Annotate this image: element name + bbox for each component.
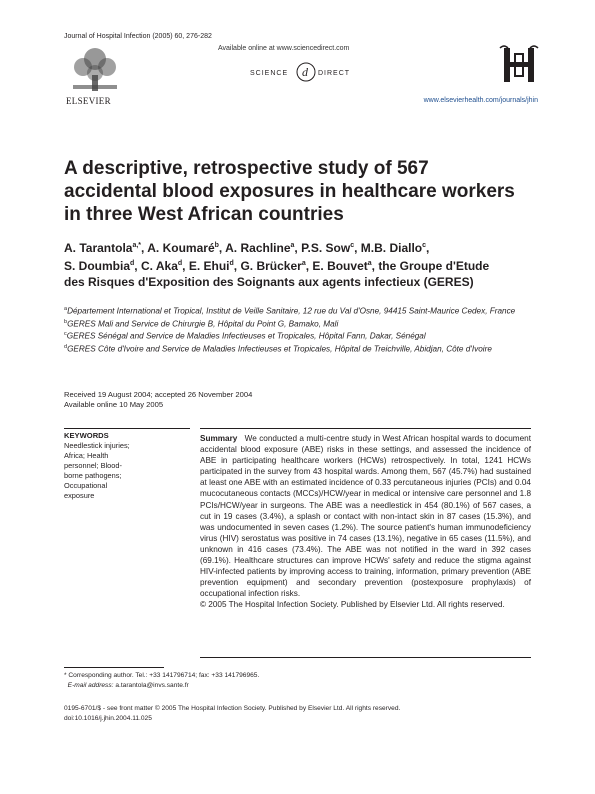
summary-text: We conducted a multi-centre study in West African hospital wards to document accidental blood exposure (ABE) risks in these settings, and assessed the incidence of ABE in participating healthcare workers (HCWs) retrospectively. In total, 1241 HCWs participated in the survey from 43 hospital wards. Among them, 567 (45.7%) had sustained at least one ABE with an estimated incidence of 0.33 percutaneous injuries (PCIs) and 0.04 mucocutaneous contacts (MCCs)/HCW/year in medical or intensive care personnel and 1.8 PCIs/HCW/year in surgeons. The ABE was a needlestick in 454 (80.1%) of 567 cases, a cut in 19 cases (3.4%), a splash or contact with non-intact skin in 87 cases (15.3%), and was undocumented in seven cases (1.2%). The source patient's human immunodeficiency virus (HIV) serostatus was positive in 74 cases (13.1%), negative in 65 cases (11.5%), and unknown in 416 cases (73.4%). The ABE was not notified in the ward in 392 cases (69.1%). Healthcare structures can improve HCWs' safety and reduce the stigma against HIV-infected patients by improving access to training, information, primary prevention (ABE prevention equipment) and secondary prevention (postexposure prophylaxis) of occupational infection risks. [200,434,531,599]
keywords-heading: KEYWORDS [64,431,109,440]
journal-hospital-infection-logo [498,44,540,86]
email-line [64,681,259,691]
author-name: A. Rachline [225,241,291,255]
affiliation-marker[interactable]: b [214,242,219,249]
issn-block [64,704,400,724]
footnote-divider [64,667,164,668]
author-name: E. Ehui [188,259,230,273]
article-title [64,157,534,226]
affiliation: $^a$Département International et Tropical, Institut de Veille Sanitaire, 12 rue du Val d'Osne, 94415 Saint-Maurice Cedex, France [64,306,516,316]
affiliation-marker[interactable]: d [177,260,183,267]
summary-box [200,428,531,611]
keywords-box [64,428,190,518]
summary-label: Summary [200,434,238,443]
abstract [200,433,531,599]
affiliation-marker[interactable]: d [229,260,234,267]
affiliation-marker[interactable]: a [367,260,372,267]
affiliation-marker[interactable]: a [301,260,306,267]
keyword: personnel; Blood- [64,461,122,470]
affiliation-marker[interactable]: c [422,242,427,249]
author-name: P.S. Sow [301,241,351,255]
title-line: in three West African countries [64,204,344,225]
contact-line: * Corresponding author. Tel.: +33 141796714; fax: +33 141796965. [64,672,260,679]
summary-divider [200,657,531,658]
affiliation-letter: b [64,318,68,325]
affiliation-marker[interactable]: c [350,242,355,249]
journal-citation: Journal of Hospital Infection (2005) 60, 276-282 [64,33,212,40]
copyright-notice: © 2005 The Hospital Infection Society. Published by Elsevier Ltd. All rights reserved. [200,600,505,610]
sciencedirect-logo [250,60,358,84]
doi-link[interactable]: doi:10.1016/j.jhin.2004.11.025 [64,715,152,722]
author-name: G. Brücker [240,259,302,273]
affiliation-marker[interactable]: a [290,242,295,249]
affiliation: $^c$GERES Sénégal and Service de Maladies Infectieuses et Tropicales, Hôpital Fann, Dakar, Sénégal [64,331,426,342]
author-list [64,238,544,290]
author-name: C. Aka [140,259,178,273]
issn-line: 0195-6701/$ - see front matter © 2005 The Hospital Infection Society. Published by Elsevier Ltd. All rights reserved. [64,705,401,712]
keyword: borne pathogens; [64,471,122,480]
affiliation-marker[interactable]: a,* [132,242,142,249]
keyword: Africa; Health [64,451,109,460]
author-name: A. Koumaré [147,241,215,255]
group-name: the Groupe d'Etude [378,259,490,273]
affiliations [64,304,550,355]
affiliation-letter: d [64,344,68,351]
author-name: S. Doumbia [64,259,131,273]
available-online: Available online at www.sciencedirect.com [218,45,350,52]
keyword: Occupational [64,481,108,490]
affiliation: $^d$GERES Côte d'Ivoire and Service de Maladies Infectieuses et Tropicales, Hôpital de Treichville, Abidjan, Côte d'Ivoire [64,344,492,354]
title-line: A descriptive, retrospective study of 567 [64,158,429,179]
svg-text:SCIENCE: SCIENCE [250,70,289,77]
svg-text:d: d [302,65,308,79]
journal-url-link[interactable]: www.elsevierhealth.com/journals/jhin [423,97,538,104]
corresponding-author-note [64,671,259,691]
keyword: exposure [64,491,95,500]
title-line: accidental blood exposures in healthcare workers [64,181,515,202]
affiliation-letter: c [64,331,67,338]
svg-text:DIRECT: DIRECT [318,70,351,77]
author-line: A. Tarantola$^{a,*}$, A. Koumaré$^b$, A. Rachline$^a$, P.S. Sow$^c$, M.B. Diallo$^c$, [64,241,430,255]
email-label: E-mail address: [67,682,114,689]
elsevier-wordmark: ELSEVIER [66,96,111,106]
article-dates [64,390,252,410]
author-line: des Risques d'Exposition des Soignants aux agents infectieux (GERES) [64,275,474,289]
author-name: E. Bouvet [312,259,368,273]
author-name: A. Tarantola [64,241,133,255]
email-link[interactable]: a.tarantola@invs.sante.fr [115,682,189,689]
affiliation-marker[interactable]: d [130,260,135,267]
received-date: Received 19 August 2004; accepted 26 November 2004 [64,390,253,399]
affiliation-letter: a [64,306,68,312]
author-name: M.B. Diallo [360,241,423,255]
keyword: Needlestick injuries; [64,441,130,450]
online-date: Available online 10 May 2005 [64,400,164,409]
author-line: S. Doumbia$^d$, C. Aka$^d$, E. Ehui$^d$, G. Brücker$^a$, E. Bouvet$^a$, the Groupe d'Etude [64,259,490,273]
affiliation: $^b$GERES Mali and Service de Chirurgie B, Hôpital du Point G, Bamako, Mali [64,318,339,329]
